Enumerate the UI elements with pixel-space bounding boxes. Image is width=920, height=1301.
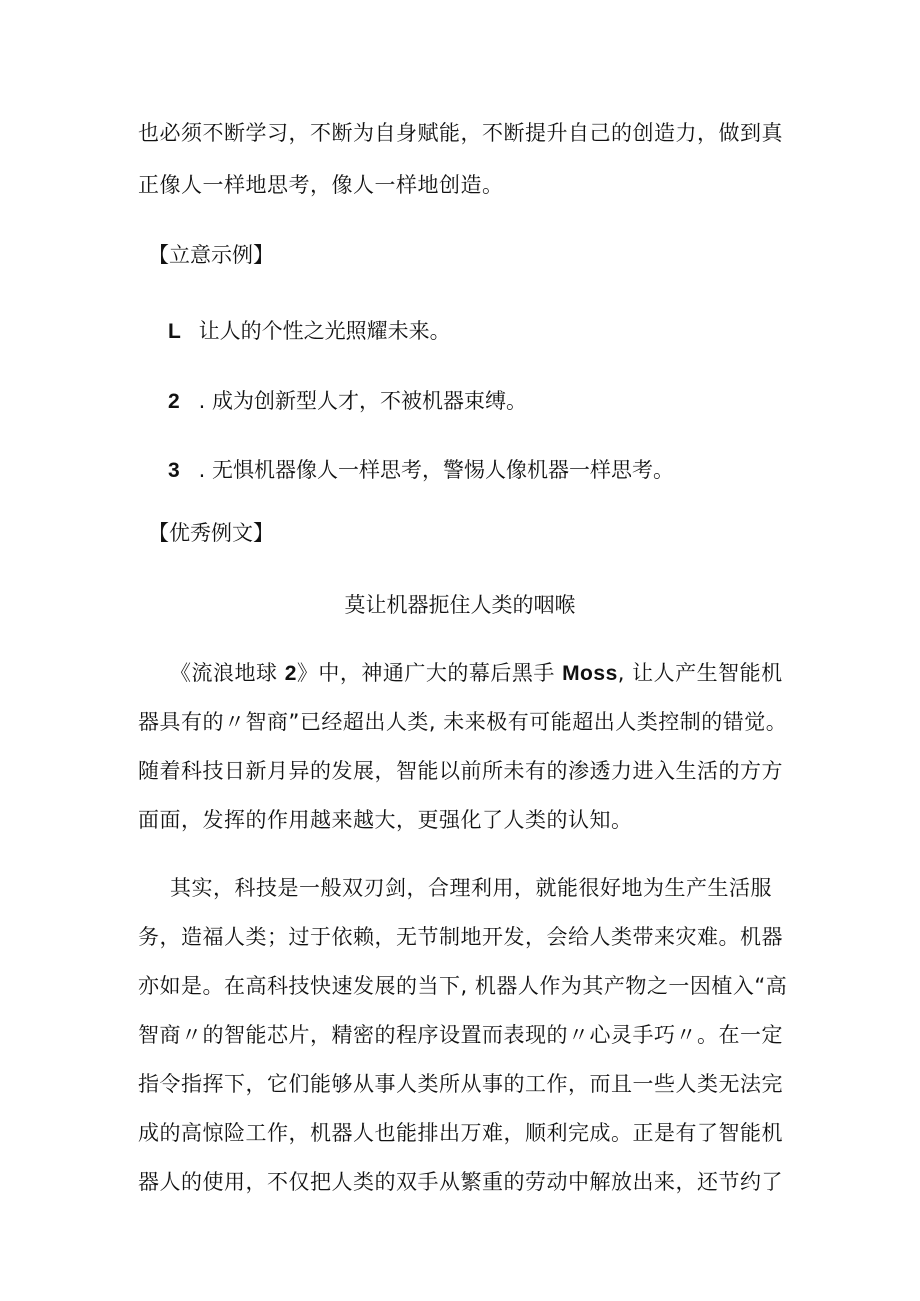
essay-p1-line-1-part-a: 《流浪地球 bbox=[170, 661, 285, 685]
essay-p2-line-6: 成的高惊险工作，机器人也能排出万难，顺利完成。正是有了智能机 bbox=[138, 1121, 783, 1145]
essay-p2-line-1: 其实，科技是一般双刃剑，合理利用，就能很好地为生产生活服 bbox=[170, 876, 772, 900]
essay-p2-line-4: 智商〃的智能芯片，精密的程序设置而表现的〃心灵手巧〃。在一定 bbox=[138, 1023, 783, 1047]
essay-p1-line-1 bbox=[170, 658, 783, 689]
theme-item-2-text: . 成为创新型人才，不被机器束缚。 bbox=[192, 389, 528, 413]
intro-line-1: 也必须不断学习，不断为自身赋能，不断提升自己的创造力，做到真 bbox=[138, 121, 783, 145]
essay-p1-line-1-part-c: 》中，神通广大的幕后黑手 bbox=[296, 661, 563, 685]
essay-p2-line-5: 指令指挥下，它们能够从事人类所从事的工作，而且一些人类无法完 bbox=[138, 1072, 783, 1096]
essay-p2-line-2: 务，造福人类；过于依赖，无节制地开发，会给人类带来灾难。机器 bbox=[138, 925, 783, 949]
essay-p1-movie-number: 2 bbox=[284, 662, 297, 685]
essay-p1-line-2: 器具有的〃智商”已经超出人类, 未来极有可能超出人类控制的错觉。 bbox=[138, 710, 788, 734]
essay-p1-line-1-part-e: , 让人产生智能机 bbox=[617, 661, 783, 685]
essay-title: 莫让机器扼住人类的咽喉 bbox=[344, 593, 576, 617]
theme-item-3-text: . 无惧机器像人一样思考，警惕人像机器一样思考。 bbox=[192, 458, 675, 482]
theme-item-1-text: 让人的个性之光照耀未来。 bbox=[192, 319, 451, 343]
essay-p2-line-7: 器人的使用，不仅把人类的双手从繁重的劳动中解放出来，还节约了 bbox=[138, 1170, 783, 1194]
intro-line-2: 正像人一样地思考，像人一样地创造。 bbox=[138, 173, 504, 197]
theme-item-1 bbox=[168, 316, 451, 347]
theme-item-2 bbox=[168, 386, 527, 417]
theme-item-2-number: 2 bbox=[168, 390, 180, 413]
essay-p1-line-4: 面面，发挥的作用越来越大，更强化了人类的认知。 bbox=[138, 808, 633, 832]
theme-item-3-number: 3 bbox=[168, 459, 180, 482]
essay-p1-line-3: 随着科技日新月异的发展，智能以前所未有的渗透力进入生活的方方 bbox=[138, 759, 783, 783]
essay-heading: 【优秀例文】 bbox=[148, 521, 274, 545]
theme-item-3 bbox=[168, 455, 674, 486]
essay-p1-moss: Moss bbox=[562, 662, 618, 685]
essay-p2-line-3: 亦如是。在高科技快速发展的当下, 机器人作为其产物之一因植入“高 bbox=[138, 974, 788, 998]
theme-item-1-number: L bbox=[168, 320, 181, 343]
theme-heading: 【立意示例】 bbox=[148, 243, 274, 267]
